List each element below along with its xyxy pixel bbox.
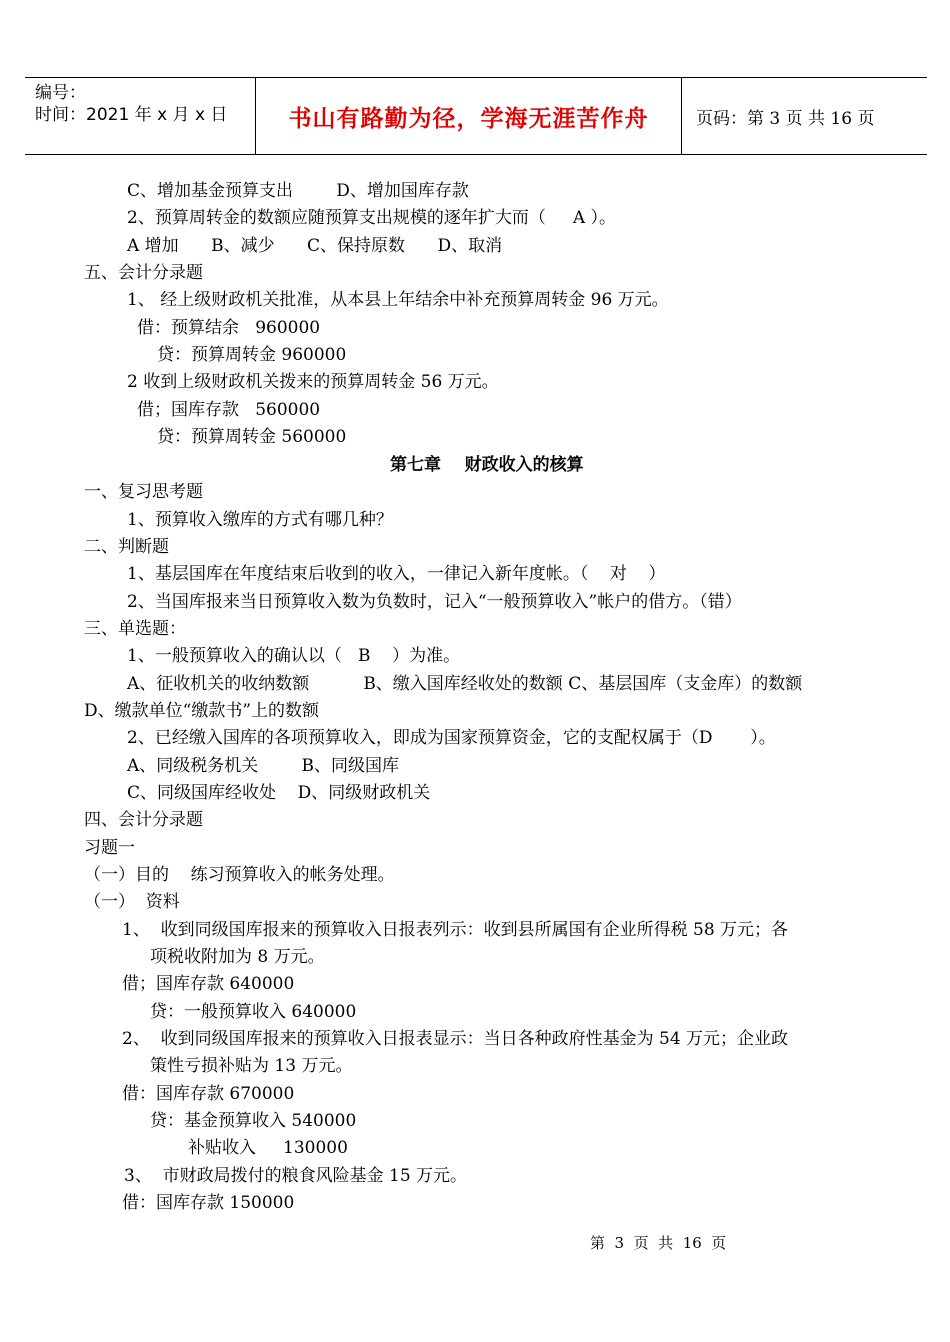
journal-entry-credit: 贷：一般预算收入 640000: [150, 1002, 357, 1022]
text-line: 1、 收到同级国库报来的预算收入日报表列示：收到县所属国有企业所得税 58 万元；各: [122, 920, 789, 940]
journal-entry-credit: 贷：预算周转金 560000: [157, 427, 347, 447]
text-line: 2、预算周转金的数额应随预算支出规模的逐年扩大而（ A ）。: [127, 208, 617, 228]
text-line: A、征收机关的收纳数额 B、缴入国库经收处的数额 C、基层国库（支金库）的数额: [127, 674, 803, 694]
text-line: C、同级国库经收处 D、同级财政机关: [127, 783, 431, 803]
journal-entry-credit: 补贴收入 130000: [188, 1138, 348, 1158]
journal-entry-debit: 借：国库存款 150000: [122, 1193, 295, 1213]
journal-entry-credit: 贷：预算周转金 960000: [157, 345, 347, 365]
text-line: 策性亏损补贴为 13 万元。: [150, 1056, 353, 1076]
journal-entry-debit: 借：国库存款 670000: [122, 1084, 295, 1104]
page-header: [25, 77, 927, 155]
text-line: 1、 经上级财政机关批准，从本县上年结余中补充预算周转金 96 万元。: [127, 290, 669, 310]
text-line: 2、当国库报来当日预算收入数为负数时，记入“一般预算收入”帐户的借方。（错）: [127, 592, 742, 612]
section-heading: 五、会计分录题: [84, 263, 203, 283]
text-line: A、同级税务机关 B、同级国库: [127, 756, 399, 776]
text-line: 1、一般预算收入的确认以（ B ）为准。: [127, 646, 461, 666]
page-footer: 第 3 页 共 16 页: [590, 1234, 727, 1252]
section-heading: 一、复习思考题: [84, 482, 203, 502]
text-line: 项税收附加为 8 万元。: [150, 947, 325, 967]
text-line: 2 收到上级财政机关拨来的预算周转金 56 万元。: [127, 372, 499, 392]
section-heading: 二、判断题: [84, 537, 169, 557]
text-line: A 增加 B、减少 C、保持原数 D、取消: [127, 236, 503, 256]
text-line: 2、已经缴入国库的各项预算收入，即成为国家预算资金，它的支配权属于（D ）。: [127, 728, 776, 748]
journal-entry-debit: 借；国库存款 640000: [122, 974, 295, 994]
text-line: C、增加基金预算支出 D、增加国库存款: [127, 181, 469, 201]
text-line: 2、 收到同级国库报来的预算收入日报表显示：当日各种政府性基金为 54 万元；企业政: [122, 1029, 789, 1049]
text-line: 3、 市财政局拨付的粮食风险基金 15 万元。: [124, 1166, 468, 1186]
header-meta: [25, 78, 255, 154]
exercise-heading: 习题一: [84, 838, 135, 858]
text-line: D、缴款单位“缴款书”上的数额: [84, 701, 320, 721]
text-line: 1、基层国库在年度结束后收到的收入，一律记入新年度帐。（ 对 ）: [127, 564, 666, 584]
section-heading: 三、单选题：: [84, 619, 186, 639]
document-date: 时间：2021 年 x 月 x 日: [35, 105, 228, 125]
journal-entry-debit: 借：预算结余 960000: [137, 318, 321, 338]
text-line: （一） 资料: [84, 892, 180, 912]
header-motto: 书山有路勤为径，学海无涯苦作舟: [255, 78, 682, 154]
journal-entry-debit: 借；国库存款 560000: [137, 400, 321, 420]
text-line: （一）目的 练习预算收入的帐务处理。: [84, 865, 395, 885]
document-number-label: 编号：: [35, 83, 86, 103]
header-page-info: 页码：第 3 页 共 16 页: [696, 108, 875, 129]
section-heading: 四、会计分录题: [84, 810, 203, 830]
text-line: 1、预算收入缴库的方式有哪几种？: [127, 510, 393, 530]
journal-entry-credit: 贷：基金预算收入 540000: [150, 1111, 357, 1131]
chapter-title: 第七章 财政收入的核算: [390, 455, 584, 475]
